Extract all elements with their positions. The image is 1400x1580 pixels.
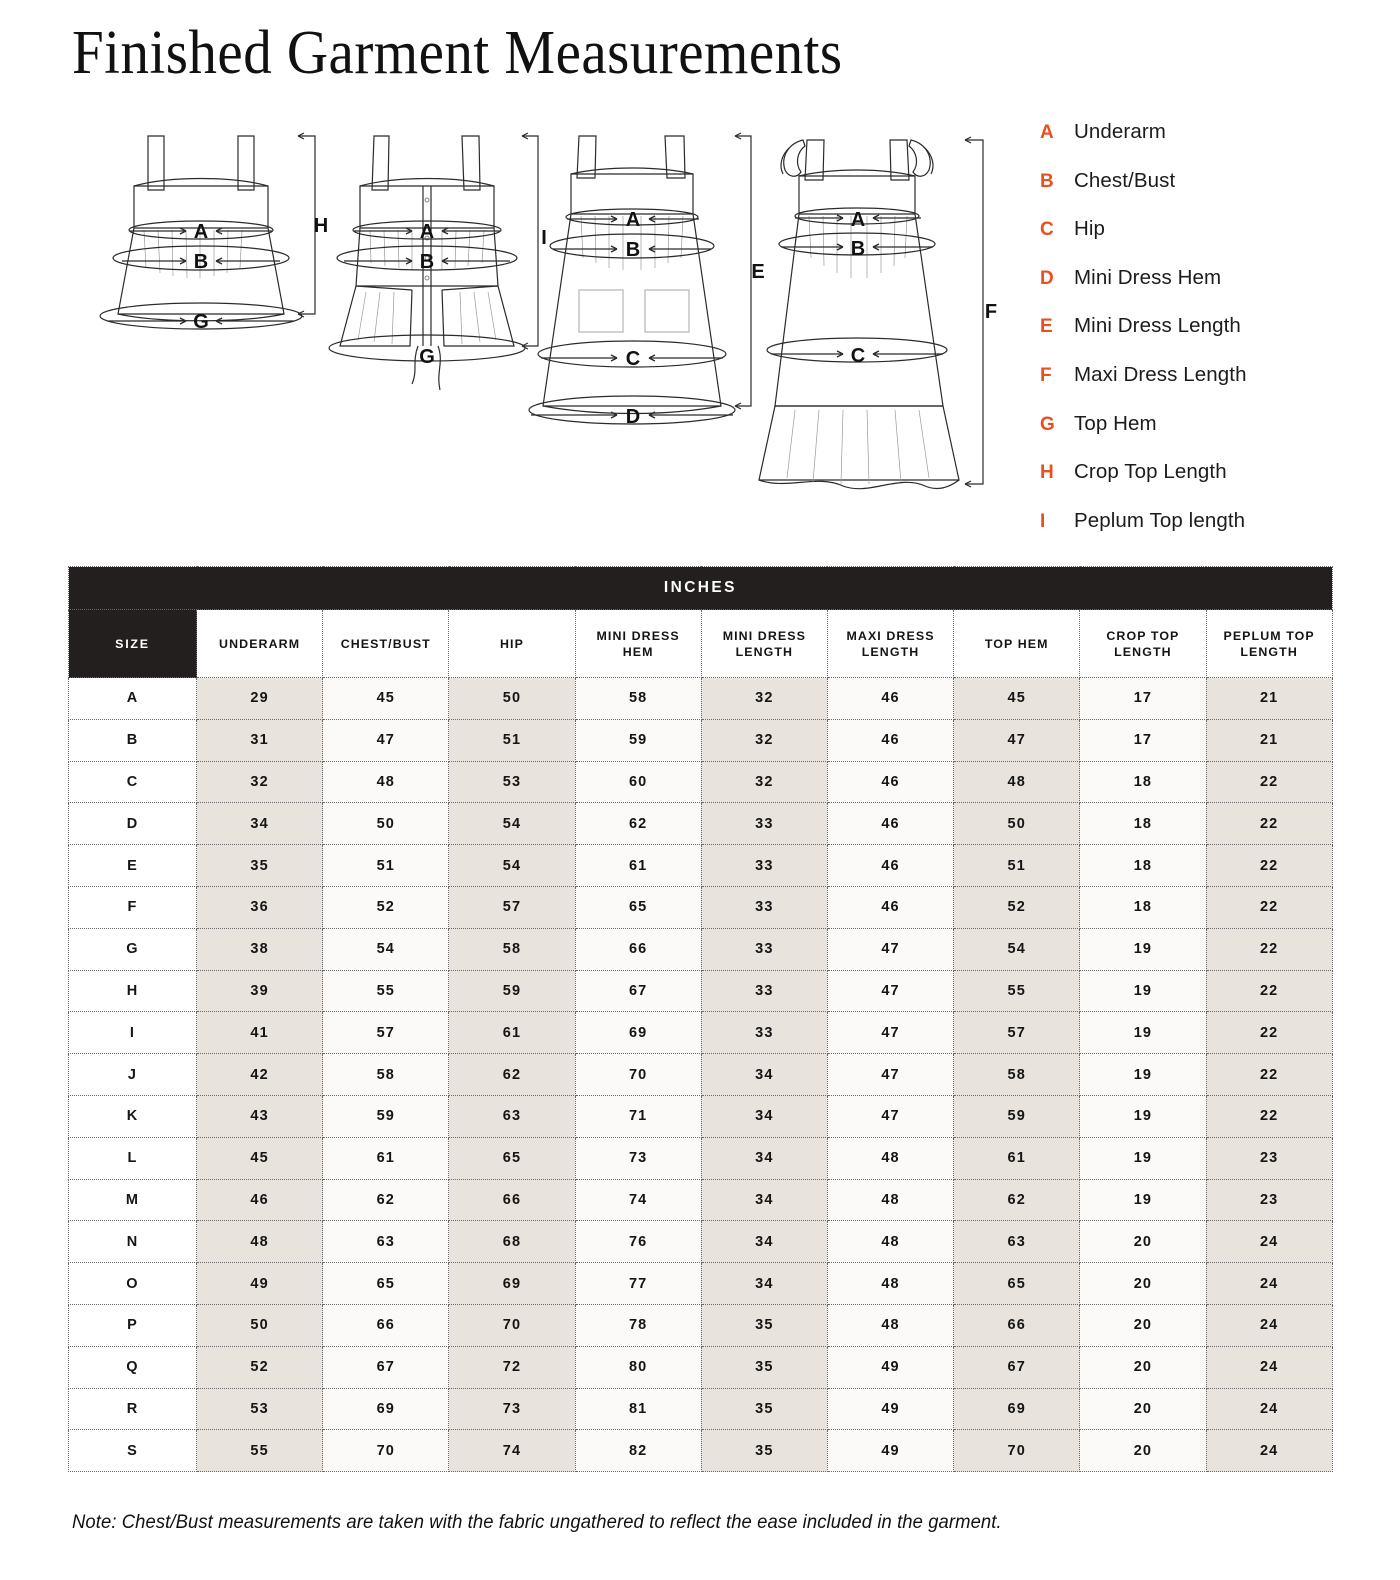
measurement-cell: 54 — [449, 845, 575, 887]
measurement-cell: 57 — [954, 1012, 1080, 1054]
measurement-cell: 22 — [1206, 761, 1332, 803]
legend-key: A — [1040, 122, 1055, 143]
table-row — [69, 1388, 1333, 1430]
measurement-cell: 54 — [449, 803, 575, 845]
measurement-cell: 33 — [701, 803, 827, 845]
table-row — [69, 1137, 1333, 1179]
measurement-cell: 20 — [1080, 1430, 1206, 1472]
size-chart-table-wrap — [68, 566, 1332, 1472]
measurement-cell: 52 — [954, 886, 1080, 928]
measurement-cell: 54 — [323, 928, 449, 970]
mark-label-g: G — [193, 311, 209, 333]
measurement-cell: 76 — [575, 1221, 701, 1263]
measurement-cell: 45 — [197, 1137, 323, 1179]
figure-maxi-dress — [747, 118, 1007, 498]
mark-label-a: A — [625, 209, 641, 231]
measurement-cell: 21 — [1206, 678, 1332, 720]
measurement-cell: 58 — [954, 1054, 1080, 1096]
mark-label-d: D — [625, 406, 641, 428]
legend-row — [1040, 363, 1360, 412]
size-cell: N — [69, 1221, 197, 1263]
column-header: CROP TOP LENGTH — [1080, 610, 1206, 678]
measurement-cell: 73 — [575, 1137, 701, 1179]
measurement-cell: 35 — [197, 845, 323, 887]
legend-row — [1040, 266, 1360, 315]
measurement-cell: 69 — [449, 1263, 575, 1305]
column-header: MAXI DRESS LENGTH — [827, 610, 953, 678]
size-cell: R — [69, 1388, 197, 1430]
measurement-cell: 47 — [827, 970, 953, 1012]
measurement-cell: 55 — [323, 970, 449, 1012]
table-row — [69, 1221, 1333, 1263]
measurement-cell: 34 — [701, 1054, 827, 1096]
measurement-cell: 33 — [701, 928, 827, 970]
mark-label-b: B — [193, 251, 209, 273]
measurement-cell: 78 — [575, 1304, 701, 1346]
table-row — [69, 886, 1333, 928]
measurement-cell: 73 — [449, 1388, 575, 1430]
maxi-dress-drawing — [747, 118, 1007, 498]
column-header: TOP HEM — [954, 610, 1080, 678]
measurement-cell: 72 — [449, 1346, 575, 1388]
measurement-cell: 69 — [954, 1388, 1080, 1430]
measurement-cell: 68 — [449, 1221, 575, 1263]
measurement-cell: 22 — [1206, 928, 1332, 970]
measurement-cell: 71 — [575, 1095, 701, 1137]
measurement-cell: 48 — [954, 761, 1080, 803]
measurement-cell: 52 — [323, 886, 449, 928]
measurement-cell: 46 — [827, 845, 953, 887]
measurement-cell: 48 — [827, 1263, 953, 1305]
measurement-cell: 19 — [1080, 970, 1206, 1012]
measurement-cell: 19 — [1080, 1137, 1206, 1179]
measurement-cell: 65 — [449, 1137, 575, 1179]
measurement-cell: 19 — [1080, 1095, 1206, 1137]
measurement-cell: 61 — [323, 1137, 449, 1179]
measurement-cell: 22 — [1206, 1012, 1332, 1054]
measurement-cell: 66 — [323, 1304, 449, 1346]
size-cell: S — [69, 1430, 197, 1472]
measurement-cell: 66 — [449, 1179, 575, 1221]
size-cell: K — [69, 1095, 197, 1137]
measurement-cell: 67 — [323, 1346, 449, 1388]
measurement-cell: 46 — [827, 803, 953, 845]
table-row — [69, 1012, 1333, 1054]
size-cell: L — [69, 1137, 197, 1179]
legend-label: Mini Dress Length — [1074, 314, 1241, 338]
table-row — [69, 1304, 1333, 1346]
measurement-cell: 48 — [827, 1304, 953, 1346]
measurement-cell: 57 — [449, 886, 575, 928]
measurement-cell: 57 — [323, 1012, 449, 1054]
measurement-cell: 51 — [954, 845, 1080, 887]
measurement-cell: 47 — [954, 719, 1080, 761]
measurement-cell: 58 — [575, 678, 701, 720]
column-header: MINI DRESS LENGTH — [701, 610, 827, 678]
mark-label-e: E — [751, 261, 765, 283]
measurement-cell: 33 — [701, 845, 827, 887]
legend-row — [1040, 460, 1360, 509]
legend-key: I — [1040, 510, 1046, 532]
measurement-cell: 20 — [1080, 1388, 1206, 1430]
measurement-cell: 55 — [954, 970, 1080, 1012]
crop-top-drawing — [100, 118, 330, 348]
measurement-cell: 19 — [1080, 1054, 1206, 1096]
figure-mini-dress — [517, 118, 767, 448]
table-row — [69, 1430, 1333, 1472]
column-header-row — [69, 610, 1333, 678]
table-body — [69, 678, 1333, 1472]
legend-row — [1040, 169, 1360, 218]
measurement-cell: 39 — [197, 970, 323, 1012]
measurement-cell: 41 — [197, 1012, 323, 1054]
legend-label: Peplum Top length — [1074, 508, 1246, 532]
measurement-cell: 58 — [323, 1054, 449, 1096]
measurement-cell: 81 — [575, 1388, 701, 1430]
garment-illustrations — [72, 118, 1022, 538]
measurement-cell: 19 — [1080, 928, 1206, 970]
table-row — [69, 928, 1333, 970]
mini-dress-drawing — [517, 118, 767, 448]
measurement-legend — [1040, 120, 1360, 557]
page-title: Finished Garment Measurements — [72, 19, 843, 87]
measurement-cell: 22 — [1206, 845, 1332, 887]
measurement-cell: 18 — [1080, 886, 1206, 928]
size-cell: Q — [69, 1346, 197, 1388]
size-cell: A — [69, 678, 197, 720]
legend-key: D — [1040, 267, 1055, 289]
table-row — [69, 1054, 1333, 1096]
measurement-cell: 35 — [701, 1388, 827, 1430]
measurement-cell: 22 — [1206, 1054, 1332, 1096]
measurement-cell: 19 — [1080, 1179, 1206, 1221]
measurement-cell: 34 — [701, 1263, 827, 1305]
measurement-cell: 47 — [827, 1054, 953, 1096]
measurement-cell: 48 — [323, 761, 449, 803]
measurement-cell: 46 — [827, 678, 953, 720]
measurement-cell: 60 — [575, 761, 701, 803]
measurement-cell: 49 — [827, 1430, 953, 1472]
measurement-cell: 20 — [1080, 1304, 1206, 1346]
size-cell: F — [69, 886, 197, 928]
measurement-cell: 50 — [323, 803, 449, 845]
measurement-cell: 32 — [701, 719, 827, 761]
legend-row — [1040, 509, 1360, 558]
measurement-cell: 18 — [1080, 845, 1206, 887]
column-header: UNDERARM — [197, 610, 323, 678]
legend-key: F — [1040, 364, 1053, 386]
measurement-cell: 18 — [1080, 761, 1206, 803]
size-cell: G — [69, 928, 197, 970]
table-row — [69, 970, 1333, 1012]
measurement-cell: 52 — [197, 1346, 323, 1388]
measurement-cell: 59 — [449, 970, 575, 1012]
measurement-cell: 38 — [197, 928, 323, 970]
measurement-cell: 46 — [827, 719, 953, 761]
measurement-cell: 17 — [1080, 678, 1206, 720]
measurement-cell: 74 — [449, 1430, 575, 1472]
measurement-cell: 48 — [827, 1221, 953, 1263]
measurement-cell: 24 — [1206, 1430, 1332, 1472]
measurement-cell: 34 — [701, 1221, 827, 1263]
measurement-cell: 58 — [449, 928, 575, 970]
legend-key: H — [1040, 462, 1055, 484]
column-header: CHEST/BUST — [323, 610, 449, 678]
measurement-cell: 45 — [954, 678, 1080, 720]
measurement-cell: 59 — [954, 1095, 1080, 1137]
legend-label: Mini Dress Hem — [1074, 265, 1222, 289]
mark-label-a: A — [850, 209, 866, 231]
table-row — [69, 845, 1333, 887]
size-chart-table — [68, 566, 1333, 1472]
table-row — [69, 1179, 1333, 1221]
measurement-cell: 35 — [701, 1304, 827, 1346]
measurement-cell: 46 — [827, 886, 953, 928]
measurement-cell: 61 — [575, 845, 701, 887]
measurement-cell: 31 — [197, 719, 323, 761]
mark-label-b: B — [850, 238, 866, 260]
measurement-cell: 24 — [1206, 1346, 1332, 1388]
measurement-cell: 67 — [575, 970, 701, 1012]
measurement-cell: 24 — [1206, 1221, 1332, 1263]
mark-label-b: B — [419, 251, 435, 273]
measurement-cell: 29 — [197, 678, 323, 720]
legend-label: Underarm — [1074, 120, 1166, 143]
measurement-cell: 34 — [197, 803, 323, 845]
column-header: HIP — [449, 610, 575, 678]
table-row — [69, 761, 1333, 803]
measurement-cell: 32 — [197, 761, 323, 803]
table-head — [69, 567, 1333, 678]
measurement-cell: 20 — [1080, 1346, 1206, 1388]
measurement-cell: 34 — [701, 1095, 827, 1137]
legend-row — [1040, 217, 1360, 266]
footnote: Note: Chest/Bust measurements are taken with the fabric ungathered to reflect the ease included in the garment. — [72, 1512, 1002, 1533]
measurement-cell: 20 — [1080, 1221, 1206, 1263]
size-cell: M — [69, 1179, 197, 1221]
size-cell: O — [69, 1263, 197, 1305]
measurement-cell: 48 — [827, 1137, 953, 1179]
measurement-cell: 46 — [827, 761, 953, 803]
measurement-cell: 54 — [954, 928, 1080, 970]
measurement-cell: 45 — [323, 678, 449, 720]
size-cell: J — [69, 1054, 197, 1096]
measurement-cell: 23 — [1206, 1137, 1332, 1179]
mark-label-i: I — [541, 227, 547, 249]
measurement-cell: 50 — [449, 678, 575, 720]
measurement-cell: 33 — [701, 970, 827, 1012]
mark-label-f: F — [984, 301, 998, 323]
table-row — [69, 1346, 1333, 1388]
figure-crop-top — [100, 118, 330, 348]
measurement-cell: 48 — [827, 1179, 953, 1221]
legend-label: Top Hem — [1074, 411, 1157, 435]
table-row — [69, 678, 1333, 720]
measurement-cell: 22 — [1206, 886, 1332, 928]
measurement-cell: 70 — [575, 1054, 701, 1096]
legend-row — [1040, 314, 1360, 363]
measurement-cell: 62 — [954, 1179, 1080, 1221]
measurement-cell: 34 — [701, 1137, 827, 1179]
measurement-cell: 24 — [1206, 1388, 1332, 1430]
measurement-cell: 35 — [701, 1346, 827, 1388]
measurement-cell: 67 — [954, 1346, 1080, 1388]
mark-label-c: C — [625, 348, 641, 370]
measurement-cell: 59 — [323, 1095, 449, 1137]
measurement-cell: 51 — [323, 845, 449, 887]
measurement-cell: 49 — [197, 1263, 323, 1305]
measurement-cell: 33 — [701, 1012, 827, 1054]
measurement-cell: 18 — [1080, 803, 1206, 845]
measurement-cell: 22 — [1206, 1095, 1332, 1137]
measurement-cell: 36 — [197, 886, 323, 928]
measurement-cell: 62 — [323, 1179, 449, 1221]
measurement-cell: 47 — [827, 1012, 953, 1054]
measurement-cell: 65 — [954, 1263, 1080, 1305]
measurement-cell: 69 — [323, 1388, 449, 1430]
measurement-cell: 62 — [449, 1054, 575, 1096]
measurement-cell: 32 — [701, 678, 827, 720]
measurement-cell: 65 — [323, 1263, 449, 1305]
measurement-cell: 70 — [449, 1304, 575, 1346]
legend-label: Maxi Dress Length — [1074, 362, 1247, 386]
size-cell: D — [69, 803, 197, 845]
measurement-cell: 24 — [1206, 1263, 1332, 1305]
legend-key: C — [1040, 219, 1055, 241]
legend-row — [1040, 120, 1360, 169]
measurement-cell: 53 — [449, 761, 575, 803]
measurement-cell: 66 — [954, 1304, 1080, 1346]
measurement-cell: 66 — [575, 928, 701, 970]
table-row — [69, 1263, 1333, 1305]
measurement-cell: 24 — [1206, 1304, 1332, 1346]
size-cell: I — [69, 1012, 197, 1054]
legend-key: G — [1040, 413, 1056, 435]
units-row — [69, 567, 1333, 610]
measurement-cell: 47 — [827, 928, 953, 970]
table-row — [69, 1095, 1333, 1137]
measurement-cell: 48 — [197, 1221, 323, 1263]
measurement-cell: 47 — [827, 1095, 953, 1137]
size-cell: B — [69, 719, 197, 761]
size-cell: E — [69, 845, 197, 887]
measurement-cell: 42 — [197, 1054, 323, 1096]
measurement-cell: 74 — [575, 1179, 701, 1221]
measurement-cell: 50 — [954, 803, 1080, 845]
measurement-cell: 43 — [197, 1095, 323, 1137]
mark-label-b: B — [625, 239, 641, 261]
measurement-cell: 70 — [954, 1430, 1080, 1472]
measurement-cell: 49 — [827, 1388, 953, 1430]
mark-label-h: H — [313, 215, 329, 237]
size-cell: H — [69, 970, 197, 1012]
measurement-cell: 63 — [954, 1221, 1080, 1263]
measurement-cell: 20 — [1080, 1263, 1206, 1305]
measurement-cell: 17 — [1080, 719, 1206, 761]
measurement-cell: 23 — [1206, 1179, 1332, 1221]
column-header-size: SIZE — [69, 610, 197, 678]
measurement-cell: 69 — [575, 1012, 701, 1054]
measurement-cell: 33 — [701, 886, 827, 928]
mark-label-a: A — [419, 221, 435, 243]
measurement-cell: 49 — [827, 1346, 953, 1388]
measurement-cell: 32 — [701, 761, 827, 803]
measurement-cell: 55 — [197, 1430, 323, 1472]
legend-label: Crop Top Length — [1074, 460, 1227, 484]
measurement-cell: 61 — [449, 1012, 575, 1054]
measurement-cell: 46 — [197, 1179, 323, 1221]
measurement-cell: 22 — [1206, 970, 1332, 1012]
measurement-cell: 59 — [575, 719, 701, 761]
measurement-cell: 62 — [575, 803, 701, 845]
mark-label-g: G — [419, 346, 435, 368]
measurement-cell: 19 — [1080, 1012, 1206, 1054]
legend-key: B — [1040, 170, 1055, 192]
legend-row — [1040, 412, 1360, 461]
units-banner: INCHES — [69, 567, 1333, 610]
measurement-cell: 21 — [1206, 719, 1332, 761]
legend-label: Chest/Bust — [1074, 168, 1176, 192]
measurement-cell: 70 — [323, 1430, 449, 1472]
legend-key: E — [1040, 316, 1054, 338]
measurement-cell: 34 — [701, 1179, 827, 1221]
size-cell: P — [69, 1304, 197, 1346]
mark-label-c: C — [850, 345, 866, 367]
measurement-cell: 51 — [449, 719, 575, 761]
measurement-cell: 65 — [575, 886, 701, 928]
column-header: PEPLUM TOP LENGTH — [1206, 610, 1332, 678]
mark-label-a: A — [193, 221, 209, 243]
measurement-cell: 47 — [323, 719, 449, 761]
measurement-cell: 80 — [575, 1346, 701, 1388]
measurement-cell: 82 — [575, 1430, 701, 1472]
measurement-cell: 63 — [323, 1221, 449, 1263]
measurement-cell: 22 — [1206, 803, 1332, 845]
table-row — [69, 803, 1333, 845]
measurement-cell: 35 — [701, 1430, 827, 1472]
measurement-cell: 50 — [197, 1304, 323, 1346]
column-header: MINI DRESS HEM — [575, 610, 701, 678]
size-cell: C — [69, 761, 197, 803]
measurement-cell: 77 — [575, 1263, 701, 1305]
legend-label: Hip — [1074, 217, 1106, 241]
measurement-cell: 61 — [954, 1137, 1080, 1179]
measurement-cell: 63 — [449, 1095, 575, 1137]
measurement-cell: 53 — [197, 1388, 323, 1430]
table-row — [69, 719, 1333, 761]
